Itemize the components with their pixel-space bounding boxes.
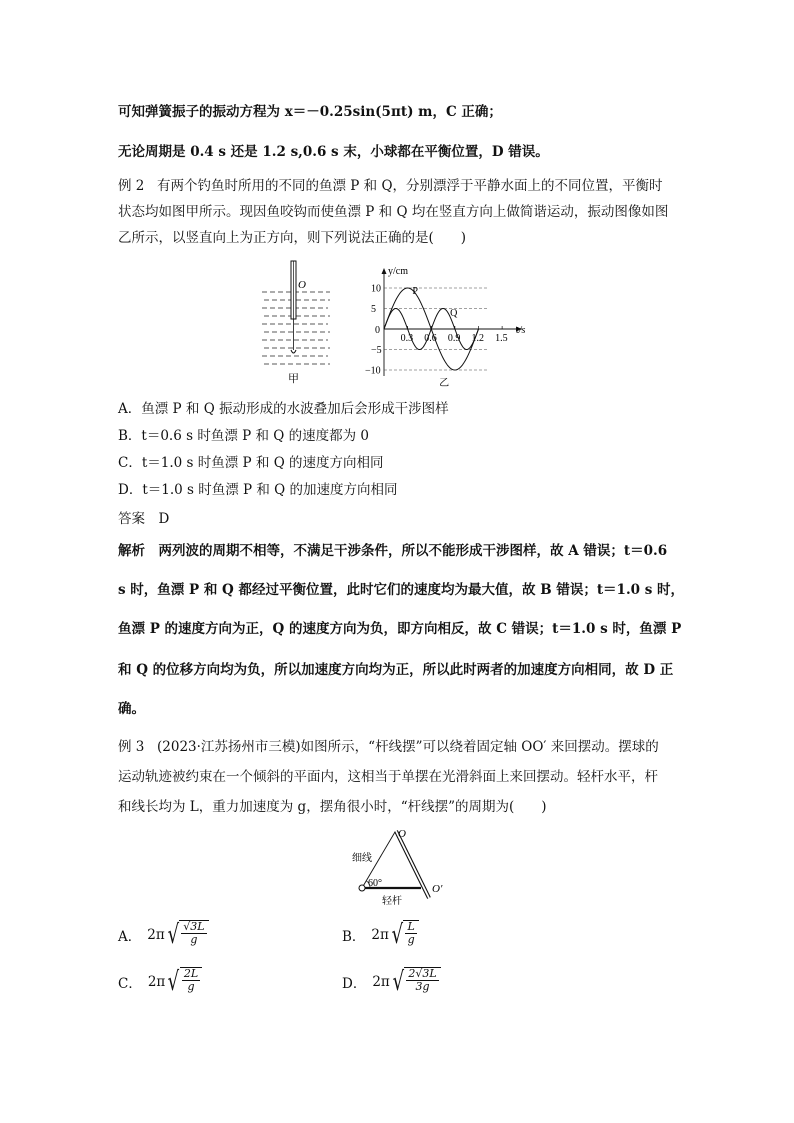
x-tick-label: 1.2 [471, 333, 484, 344]
option-b-numerator: L [407, 920, 415, 933]
example-2-option-b: B．t＝0.6 s 时鱼漂 P 和 Q 的速度都为 0 [118, 428, 370, 444]
origin-label: 0 [375, 325, 380, 336]
analysis-line-1: 解析 两列波的周期不相等，不满足干涉条件，所以不能形成干涉图样，故 A 错误；t＝0.6 [118, 543, 668, 559]
option-b-letter: B． [342, 929, 366, 945]
y-tick-label: 5 [371, 304, 376, 315]
analysis-line-2: s 时，鱼漂 P 和 Q 都经过平衡位置，此时它们的速度均为最大值，故 B 错误；t＝1.0 s 时， [118, 582, 685, 598]
x-tick-label: 0.3 [400, 333, 414, 344]
option-d-letter: D． [342, 976, 367, 992]
y-tick-label: −10 [365, 365, 381, 377]
example-2-label: 例 2 [118, 178, 145, 194]
analysis-line-3: 鱼漂 P 的速度方向为正，Q 的速度方向为负，即方向相反，故 C 错误；t＝1.0 s 时，鱼漂 P [118, 621, 682, 637]
option-c-denominator: g [187, 980, 195, 993]
example-3-option-d [342, 967, 441, 997]
example-2-option-d: D．t＝1.0 s 时鱼漂 P 和 Q 的加速度方向相同 [118, 482, 398, 498]
option-d-numerator: 2√3L [408, 967, 437, 980]
x-tick-label: 0.6 [424, 333, 437, 344]
figure-jia-point-o: O [298, 279, 306, 291]
label-o: O [398, 828, 406, 840]
example-3-label: 例 3 [118, 739, 145, 755]
example-2-stem-line-2: 状态均如图甲所示。现因鱼咬钩而使鱼漂 P 和 Q 均在竖直方向上做简谐运动，振动图像如图 [118, 204, 669, 220]
y-axis-arrow-icon [382, 268, 387, 274]
analysis-line-4: 和 Q 的位移方向均为负，所以加速度方向均为正，所以此时两者的加速度方向相同，故 D 正 [118, 662, 674, 678]
example-3-stem-line-1: (2023·江苏扬州市三模)如图所示，“杆线摆”可以绕着固定轴 OO′ 来回摆动。摆球的 [157, 739, 659, 755]
intro-line-2: 无论周期是 0.4 s 还是 1.2 s,0.6 s 末，小球都在平衡位置，D 错误。 [118, 144, 549, 160]
example-2-option-c: C．t＝1.0 s 时鱼漂 P 和 Q 的速度方向相同 [118, 455, 384, 471]
figure-yi-caption: 乙 [439, 378, 450, 389]
example-3-option-c [118, 967, 202, 997]
figure-jia [258, 258, 334, 386]
x-tick-label: 1.5 [495, 333, 508, 344]
series-label-p: P [412, 286, 418, 298]
pendulum-ball [359, 885, 365, 891]
figure-jia-caption: 甲 [288, 372, 299, 385]
y-tick-label: −5 [371, 345, 382, 356]
option-a-sqrt: √ $\frac{√3L}{g}$ [165, 920, 209, 950]
figure-rod-pendulum [340, 826, 450, 908]
analysis-line-5: 确。 [118, 701, 145, 717]
example-3-stem-line-2: 运动轨迹被约束在一个倾斜的平面内，这相当于单摆在光滑斜面上来回摆动。轻杆水平，杆 [118, 769, 658, 785]
hook-icon [291, 350, 296, 353]
example-3-option-a [118, 920, 209, 950]
option-a-letter: A． [118, 929, 142, 945]
option-c-letter: C． [118, 976, 142, 992]
option-a-denominator: g [190, 933, 198, 946]
example-3-option-b [342, 920, 419, 950]
option-a-coef: 2π [147, 927, 165, 943]
option-c-coef: 2π [147, 974, 166, 990]
option-c-sqrt: √ $\frac{2L}{g}$ [165, 967, 202, 997]
option-b-coef: 2π [371, 927, 389, 943]
y-tick-label: 10 [371, 283, 381, 295]
label-thread: 细线 [352, 853, 372, 864]
example-2-stem-line-3: 乙所示，以竖直向上为正方向，则下列说法正确的是( ) [118, 230, 467, 246]
option-b-sqrt: √ $\frac{L}{g}$ [389, 920, 419, 950]
label-angle: 60° [368, 878, 382, 889]
example-2-answer: 答案 D [118, 511, 170, 527]
x-axis-label: t/s [516, 325, 526, 336]
x-tick-label: 0.9 [447, 333, 461, 344]
intro-line-1: 可知弹簧振子的振动方程为 x＝－0.25sin(5πt) m，C 正确； [118, 104, 502, 120]
example-2-option-a: A．鱼漂 P 和 Q 振动形成的水波叠加后会形成干涉图样 [118, 401, 449, 417]
option-d-coef: 2π [372, 974, 390, 990]
figure-yi-chart [340, 262, 540, 390]
option-d-denominator: 3g [415, 980, 430, 993]
option-c-numerator: 2L [183, 967, 199, 980]
option-b-denominator: g [407, 933, 415, 946]
y-axis-label: y/cm [388, 266, 408, 277]
option-d-sqrt: √ $\frac{2√3L}{3g}$ [390, 967, 441, 997]
example-2-stem-line-1: 有两个钓鱼时所用的不同的鱼漂 P 和 Q，分别漂浮于平静水面上的不同位置，平衡时 [157, 178, 663, 194]
label-o-prime: O′ [432, 883, 443, 895]
label-rod: 轻杆 [382, 896, 402, 907]
example-3-stem-line-3: 和线长均为 L，重力加速度为 g，摆角很小时，“杆线摆”的周期为( ) [118, 799, 547, 815]
series-label-q: Q [450, 307, 458, 319]
option-a-numerator: √3L [183, 920, 205, 933]
